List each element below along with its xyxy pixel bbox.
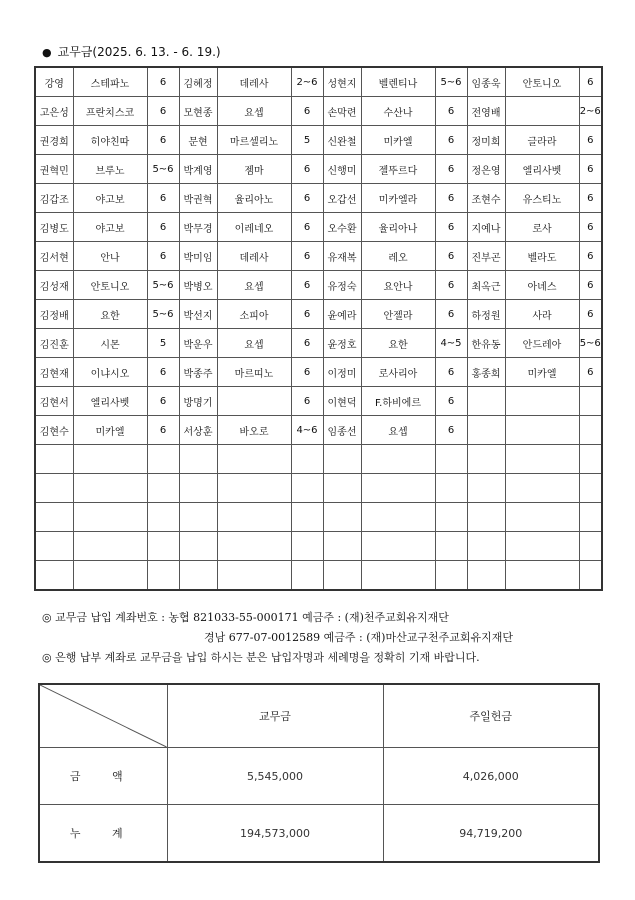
member-name-cell: 지예나 xyxy=(467,213,505,242)
paid-months-cell: 6 xyxy=(147,126,179,155)
table-row xyxy=(35,300,602,329)
baptismal-name-cell xyxy=(505,474,579,503)
member-name-cell: 전영배 xyxy=(467,97,505,126)
paid-months-cell: 6 xyxy=(291,300,323,329)
table-row xyxy=(35,184,602,213)
baptismal-name-cell xyxy=(73,561,147,591)
member-name-cell xyxy=(323,503,361,532)
baptismal-name-cell xyxy=(361,561,435,591)
table-row xyxy=(35,561,602,591)
table-row xyxy=(35,474,602,503)
roster-table xyxy=(34,66,603,591)
baptismal-name-cell xyxy=(73,445,147,474)
table-row xyxy=(35,155,602,184)
baptismal-name-cell: 안젤라 xyxy=(361,300,435,329)
baptismal-name-cell xyxy=(217,445,291,474)
baptismal-name-cell: 율리아노 xyxy=(217,184,291,213)
member-name-cell: 김현수 xyxy=(35,416,73,445)
paid-months-cell xyxy=(147,474,179,503)
baptismal-name-cell: 젬마 xyxy=(217,155,291,184)
member-name-cell: 김병도 xyxy=(35,213,73,242)
paid-months-cell: 6 xyxy=(579,67,602,97)
member-name-cell: 김성재 xyxy=(35,271,73,300)
baptismal-name-cell: 벨렌티나 xyxy=(361,67,435,97)
member-name-cell: 이정미 xyxy=(323,358,361,387)
baptismal-name-cell: 벨라도 xyxy=(505,242,579,271)
member-name-cell: 김정배 xyxy=(35,300,73,329)
table-row xyxy=(35,445,602,474)
paid-months-cell: 2~6 xyxy=(291,67,323,97)
baptismal-name-cell xyxy=(505,416,579,445)
baptismal-name-cell: 엘리사벳 xyxy=(505,155,579,184)
paid-months-cell: 5~6 xyxy=(147,155,179,184)
baptismal-name-cell xyxy=(505,387,579,416)
member-name-cell: 정은영 xyxy=(467,155,505,184)
paid-months-cell xyxy=(579,445,602,474)
paid-months-cell: 6 xyxy=(579,242,602,271)
paid-months-cell xyxy=(579,561,602,591)
paid-months-cell xyxy=(435,474,467,503)
baptismal-name-cell xyxy=(73,474,147,503)
baptismal-name-cell xyxy=(361,474,435,503)
member-name-cell: 김진훈 xyxy=(35,329,73,358)
notes xyxy=(42,608,513,668)
baptismal-name-cell: 로사 xyxy=(505,213,579,242)
paid-months-cell: 6 xyxy=(435,213,467,242)
member-name-cell: 박무경 xyxy=(179,213,217,242)
baptismal-name-cell: 요셉 xyxy=(217,97,291,126)
header-tithe: 교무금 xyxy=(167,684,383,748)
member-name-cell: 한유동 xyxy=(467,329,505,358)
member-name-cell xyxy=(35,445,73,474)
table-row xyxy=(35,387,602,416)
baptismal-name-cell xyxy=(361,532,435,561)
member-name-cell: 임종선 xyxy=(323,416,361,445)
baptismal-name-cell: 요안나 xyxy=(361,271,435,300)
paid-months-cell xyxy=(579,532,602,561)
baptismal-name-cell: 요한 xyxy=(361,329,435,358)
account-line-2: 경남 677-07-0012589 예금주 : (재)마산교구천주교회유지재단 xyxy=(204,631,513,644)
baptismal-name-cell: 글라라 xyxy=(505,126,579,155)
member-name-cell: 권혁민 xyxy=(35,155,73,184)
paid-months-cell: 6 xyxy=(147,242,179,271)
paid-months-cell: 6 xyxy=(435,155,467,184)
baptismal-name-cell: 소피아 xyxy=(217,300,291,329)
member-name-cell: 권경희 xyxy=(35,126,73,155)
member-name-cell: 조현수 xyxy=(467,184,505,213)
member-name-cell: 박선지 xyxy=(179,300,217,329)
table-row xyxy=(35,329,602,358)
paid-months-cell xyxy=(291,445,323,474)
member-name-cell: 박운우 xyxy=(179,329,217,358)
paid-months-cell: 2~6 xyxy=(579,97,602,126)
member-name-cell: 방명기 xyxy=(179,387,217,416)
member-name-cell xyxy=(179,503,217,532)
baptismal-name-cell xyxy=(505,532,579,561)
paid-months-cell xyxy=(291,561,323,591)
paid-months-cell: 6 xyxy=(435,358,467,387)
baptismal-name-cell: 안토니오 xyxy=(73,271,147,300)
roster-body xyxy=(35,67,602,590)
paid-months-cell: 6 xyxy=(147,67,179,97)
baptismal-name-cell: 프란치스코 xyxy=(73,97,147,126)
member-name-cell xyxy=(179,561,217,591)
member-name-cell xyxy=(35,503,73,532)
baptismal-name-cell xyxy=(505,445,579,474)
paid-months-cell: 6 xyxy=(579,300,602,329)
bullet-icon: ● xyxy=(42,46,52,59)
baptismal-name-cell xyxy=(217,532,291,561)
paid-months-cell: 6 xyxy=(435,416,467,445)
baptismal-name-cell: 미카엘라 xyxy=(361,184,435,213)
paid-months-cell: 6 xyxy=(579,271,602,300)
member-name-cell: 유정숙 xyxy=(323,271,361,300)
diagonal-header-cell xyxy=(39,684,167,748)
amount-tithe: 5,545,000 xyxy=(167,748,383,805)
baptismal-name-cell: 히야친따 xyxy=(73,126,147,155)
table-row xyxy=(35,67,602,97)
member-name-cell: 최옥근 xyxy=(467,271,505,300)
table-row xyxy=(35,503,602,532)
baptismal-name-cell: 바오로 xyxy=(217,416,291,445)
paid-months-cell: 6 xyxy=(291,242,323,271)
paid-months-cell: 6 xyxy=(147,387,179,416)
member-name-cell xyxy=(35,561,73,591)
member-name-cell: 김현재 xyxy=(35,358,73,387)
paid-months-cell: 6 xyxy=(147,416,179,445)
baptismal-name-cell: 안드레아 xyxy=(505,329,579,358)
baptismal-name-cell: 율리아나 xyxy=(361,213,435,242)
member-name-cell: 정미희 xyxy=(467,126,505,155)
baptismal-name-cell: 미카엘 xyxy=(73,416,147,445)
paid-months-cell: 6 xyxy=(435,271,467,300)
baptismal-name-cell: 요셉 xyxy=(217,329,291,358)
paid-months-cell: 6 xyxy=(579,358,602,387)
cumulative-sunday-offering: 94,719,200 xyxy=(383,805,599,863)
member-name-cell: 신행미 xyxy=(323,155,361,184)
member-name-cell xyxy=(35,474,73,503)
baptismal-name-cell: 미카엘 xyxy=(361,126,435,155)
paid-months-cell xyxy=(147,561,179,591)
amount-sunday-offering: 4,026,000 xyxy=(383,748,599,805)
member-name-cell: 임종욱 xyxy=(467,67,505,97)
member-name-cell xyxy=(323,474,361,503)
member-name-cell: 오갑선 xyxy=(323,184,361,213)
paid-months-cell: 6 xyxy=(147,97,179,126)
member-name-cell xyxy=(467,445,505,474)
paid-months-cell: 5~6 xyxy=(435,67,467,97)
paid-months-cell: 6 xyxy=(291,97,323,126)
member-name-cell: 박병오 xyxy=(179,271,217,300)
member-name-cell: 모현종 xyxy=(179,97,217,126)
member-name-cell: 신완철 xyxy=(323,126,361,155)
baptismal-name-cell: F.하비에르 xyxy=(361,387,435,416)
summary-table xyxy=(38,683,600,863)
member-name-cell xyxy=(323,561,361,591)
paid-months-cell: 4~5 xyxy=(435,329,467,358)
baptismal-name-cell: 안나 xyxy=(73,242,147,271)
paid-months-cell: 6 xyxy=(147,213,179,242)
baptismal-name-cell: 안토니오 xyxy=(505,67,579,97)
baptismal-name-cell xyxy=(505,561,579,591)
table-row xyxy=(35,358,602,387)
member-name-cell: 윤정호 xyxy=(323,329,361,358)
baptismal-name-cell: 스테파노 xyxy=(73,67,147,97)
baptismal-name-cell: 요셉 xyxy=(361,416,435,445)
header-sunday-offering: 주일헌금 xyxy=(383,684,599,748)
paid-months-cell: 6 xyxy=(291,387,323,416)
account-line-1: ◎ 교무금 납입 계좌번호 : 농협 821033-55-000171 예금주 : (재)천주교회유지재단 xyxy=(42,611,449,624)
baptismal-name-cell: 수산나 xyxy=(361,97,435,126)
member-name-cell: 성현지 xyxy=(323,67,361,97)
paid-months-cell: 6 xyxy=(147,184,179,213)
paid-months-cell: 6 xyxy=(579,213,602,242)
paid-months-cell: 6 xyxy=(579,184,602,213)
table-row xyxy=(35,126,602,155)
member-name-cell: 박권혁 xyxy=(179,184,217,213)
member-name-cell: 김갑조 xyxy=(35,184,73,213)
paid-months-cell: 5 xyxy=(291,126,323,155)
member-name-cell: 박미임 xyxy=(179,242,217,271)
table-row xyxy=(35,271,602,300)
baptismal-name-cell xyxy=(505,503,579,532)
baptismal-name-cell: 젤뚜르다 xyxy=(361,155,435,184)
member-name-cell: 박계영 xyxy=(179,155,217,184)
member-name-cell: 서상훈 xyxy=(179,416,217,445)
member-name-cell xyxy=(179,445,217,474)
baptismal-name-cell: 로사리아 xyxy=(361,358,435,387)
paid-months-cell: 6 xyxy=(291,329,323,358)
baptismal-name-cell: 시몬 xyxy=(73,329,147,358)
paid-months-cell: 6 xyxy=(291,155,323,184)
member-name-cell: 김현서 xyxy=(35,387,73,416)
baptismal-name-cell: 마르띠노 xyxy=(217,358,291,387)
member-name-cell: 진부곤 xyxy=(467,242,505,271)
paid-months-cell xyxy=(435,445,467,474)
paid-months-cell: 5~6 xyxy=(147,300,179,329)
paid-months-cell: 6 xyxy=(435,300,467,329)
baptismal-name-cell: 요셉 xyxy=(217,271,291,300)
table-row xyxy=(35,97,602,126)
paid-months-cell: 5~6 xyxy=(147,271,179,300)
paid-months-cell xyxy=(579,474,602,503)
paid-months-cell: 6 xyxy=(291,271,323,300)
member-name-cell xyxy=(467,387,505,416)
baptismal-name-cell xyxy=(73,503,147,532)
member-name-cell: 고은성 xyxy=(35,97,73,126)
member-name-cell xyxy=(467,561,505,591)
baptismal-name-cell: 이냐시오 xyxy=(73,358,147,387)
paid-months-cell xyxy=(579,503,602,532)
baptismal-name-cell xyxy=(217,503,291,532)
baptismal-name-cell: 이레네오 xyxy=(217,213,291,242)
paid-months-cell: 6 xyxy=(435,97,467,126)
diagonal-line-icon xyxy=(40,685,167,747)
cumulative-label: 누 계 xyxy=(39,805,167,863)
member-name-cell xyxy=(467,503,505,532)
member-name-cell: 유재복 xyxy=(323,242,361,271)
member-name-cell xyxy=(179,532,217,561)
table-row xyxy=(35,532,602,561)
member-name-cell: 박종주 xyxy=(179,358,217,387)
paid-months-cell xyxy=(291,532,323,561)
baptismal-name-cell xyxy=(505,97,579,126)
member-name-cell xyxy=(35,532,73,561)
member-name-cell: 문현 xyxy=(179,126,217,155)
member-name-cell: 손막련 xyxy=(323,97,361,126)
baptismal-name-cell xyxy=(217,474,291,503)
member-name-cell: 하정원 xyxy=(467,300,505,329)
paid-months-cell: 6 xyxy=(579,126,602,155)
baptismal-name-cell: 유스티노 xyxy=(505,184,579,213)
table-row xyxy=(35,213,602,242)
member-name-cell xyxy=(323,532,361,561)
baptismal-name-cell: 마르셀리노 xyxy=(217,126,291,155)
table-row xyxy=(35,242,602,271)
paid-months-cell: 6 xyxy=(435,242,467,271)
member-name-cell: 김서현 xyxy=(35,242,73,271)
paid-months-cell xyxy=(579,416,602,445)
baptismal-name-cell: 레오 xyxy=(361,242,435,271)
paid-months-cell: 6 xyxy=(291,213,323,242)
baptismal-name-cell: 요한 xyxy=(73,300,147,329)
paid-months-cell: 6 xyxy=(291,184,323,213)
paid-months-cell xyxy=(291,474,323,503)
member-name-cell: 이현덕 xyxy=(323,387,361,416)
paid-months-cell: 6 xyxy=(147,358,179,387)
baptismal-name-cell: 미카엘 xyxy=(505,358,579,387)
paid-months-cell: 6 xyxy=(435,184,467,213)
paid-months-cell: 5 xyxy=(147,329,179,358)
notice-line: ◎ 은행 납부 계좌로 교무금을 납입 하시는 분은 납입자명과 세례명을 정확히 기재 바랍니다. xyxy=(42,651,480,664)
paid-months-cell xyxy=(435,532,467,561)
baptismal-name-cell: 사라 xyxy=(505,300,579,329)
paid-months-cell: 6 xyxy=(579,155,602,184)
baptismal-name-cell: 야고보 xyxy=(73,213,147,242)
paid-months-cell: 6 xyxy=(435,387,467,416)
baptismal-name-cell xyxy=(217,561,291,591)
paid-months-cell xyxy=(435,561,467,591)
cumulative-tithe: 194,573,000 xyxy=(167,805,383,863)
baptismal-name-cell xyxy=(73,532,147,561)
paid-months-cell: 6 xyxy=(291,358,323,387)
paid-months-cell xyxy=(147,445,179,474)
member-name-cell xyxy=(179,474,217,503)
member-name-cell: 강영 xyxy=(35,67,73,97)
baptismal-name-cell: 엘리사벳 xyxy=(73,387,147,416)
paid-months-cell: 5~6 xyxy=(579,329,602,358)
paid-months-cell xyxy=(147,532,179,561)
paid-months-cell xyxy=(579,387,602,416)
baptismal-name-cell xyxy=(361,445,435,474)
baptismal-name-cell: 브루노 xyxy=(73,155,147,184)
member-name-cell xyxy=(467,474,505,503)
paid-months-cell xyxy=(435,503,467,532)
member-name-cell: 윤예라 xyxy=(323,300,361,329)
paid-months-cell xyxy=(291,503,323,532)
member-name-cell: 홍종희 xyxy=(467,358,505,387)
paid-months-cell xyxy=(147,503,179,532)
member-name-cell xyxy=(467,416,505,445)
paid-months-cell: 6 xyxy=(435,126,467,155)
baptismal-name-cell xyxy=(361,503,435,532)
page-title xyxy=(42,44,221,61)
baptismal-name-cell: 데레사 xyxy=(217,67,291,97)
title-text: 교무금(2025. 6. 13. - 6. 19.) xyxy=(57,45,221,59)
baptismal-name-cell: 야고보 xyxy=(73,184,147,213)
amount-label: 금 액 xyxy=(39,748,167,805)
table-row xyxy=(35,416,602,445)
baptismal-name-cell xyxy=(217,387,291,416)
member-name-cell xyxy=(323,445,361,474)
member-name-cell: 오수환 xyxy=(323,213,361,242)
paid-months-cell: 4~6 xyxy=(291,416,323,445)
member-name-cell xyxy=(467,532,505,561)
baptismal-name-cell: 아녜스 xyxy=(505,271,579,300)
member-name-cell: 김혜정 xyxy=(179,67,217,97)
baptismal-name-cell: 데레사 xyxy=(217,242,291,271)
